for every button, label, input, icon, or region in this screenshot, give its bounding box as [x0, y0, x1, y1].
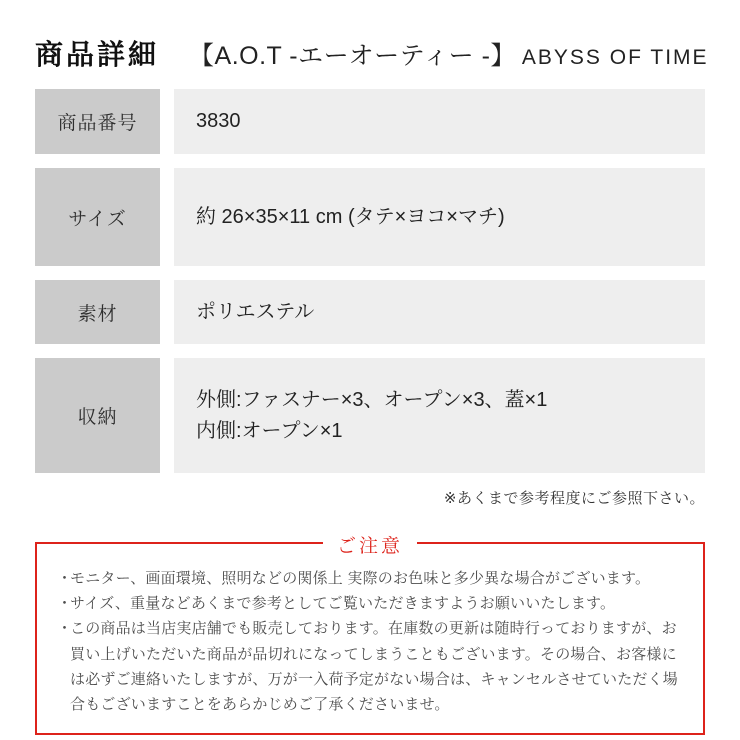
- caution-item: [57, 616, 685, 717]
- material-value: ポリエステル: [196, 300, 315, 323]
- bullet-icon: ・: [57, 595, 73, 613]
- table-row-item-number: [35, 89, 705, 154]
- row-value: [174, 89, 705, 154]
- caution-text: この商品は当店実店舗でも販売しております。在庫数の更新は随時行っておりますが、お買い上げいただいた商品が品切れになってしまうこともございます。その場合、お客様には必ずご連絡いたしますが、万が一入荷予定がない場合は、キャンセルさせていただく場合もございますことをあらかじめご了承くださいませ。: [70, 620, 679, 713]
- caution-text: モニター、画面環境、照明などの関係上 実際のお色味と多少異な場合がございます。: [70, 570, 651, 587]
- caution-box: [35, 536, 705, 735]
- spec-table: [35, 89, 705, 473]
- item-number-value: 3830: [196, 110, 241, 132]
- brand-name-en: ABYSS OF TIME: [521, 46, 709, 69]
- row-value: [174, 168, 705, 266]
- caution-text: サイズ、重量などあくまで参考としてご覧いただきますようお願いいたします。: [70, 595, 616, 613]
- table-row-size: [35, 168, 705, 266]
- size-value: 約 26×35×11 cm (タテ×ヨコ×マチ): [196, 205, 505, 228]
- bullet-icon: ・: [57, 570, 73, 587]
- table-row-material: [35, 280, 705, 344]
- row-label: 収納: [35, 358, 160, 473]
- caution-item: [57, 566, 685, 591]
- caution-item: [57, 591, 685, 616]
- row-label: 素材: [35, 280, 160, 344]
- row-value: [174, 280, 705, 344]
- bullet-icon: ・: [57, 620, 73, 638]
- table-row-storage: [35, 358, 705, 473]
- caution-list: [57, 566, 685, 717]
- page-title: 商品詳細: [35, 39, 160, 70]
- storage-value-line1: 外側:ファスナー×3、オープン×3、蓋×1: [196, 388, 548, 411]
- header: [35, 33, 709, 73]
- storage-value-line2: 内側:オープン×1: [196, 419, 343, 442]
- row-label: サイズ: [35, 168, 160, 266]
- caution-title: ご注意: [323, 531, 417, 558]
- brand-name: 【A.O.T -エーオーティー -】: [189, 42, 516, 70]
- row-label: 商品番号: [35, 89, 160, 154]
- reference-note: ※あくまで参考程度にご参照下さい。: [443, 490, 705, 507]
- row-value: [174, 358, 705, 473]
